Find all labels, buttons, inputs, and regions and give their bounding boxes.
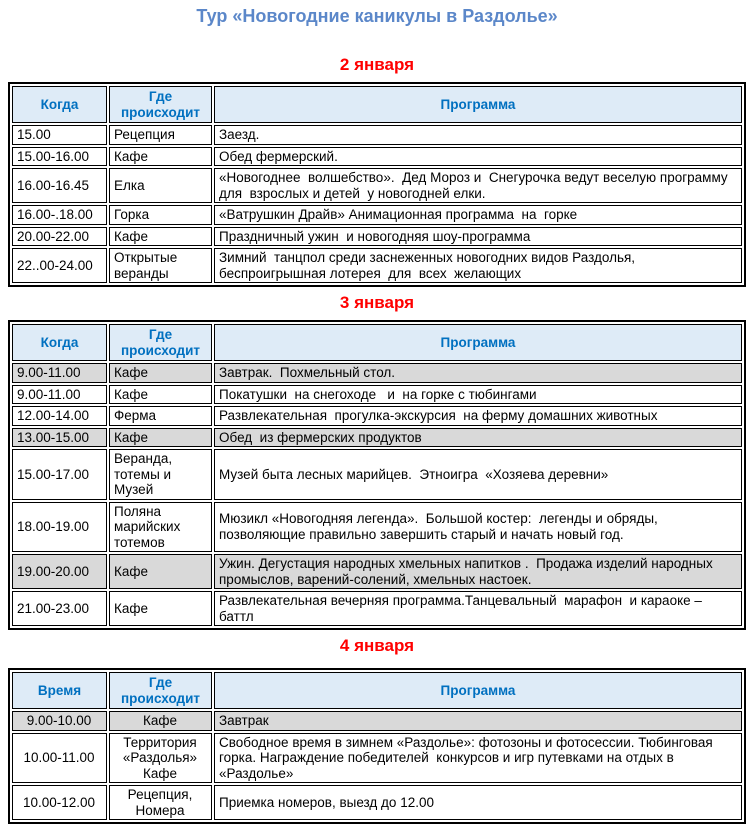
- table-row: [12, 502, 742, 553]
- cell-place: Кафе: [109, 591, 212, 626]
- cell-when: 13.00-15.00: [12, 428, 107, 448]
- section-heading-jan4: 4 января: [339, 636, 415, 655]
- cell-when: 10.00-12.00: [12, 785, 107, 820]
- section-heading-jan2: 2 января: [339, 55, 415, 74]
- column-header-when: Когда: [12, 86, 107, 123]
- cell-when: 21.00-23.00: [12, 591, 107, 626]
- table-row: [12, 733, 742, 784]
- cell-program: Праздничный ужин и новогодняя шоу-программа: [214, 227, 742, 247]
- cell-when: 9.00-11.00: [12, 385, 107, 405]
- cell-when: 10.00-11.00: [12, 733, 107, 784]
- cell-program: Зимний танцпол среди заснеженных новогодних видов Раздолья, беспроигрышная лотерея для всех желающих: [214, 248, 742, 283]
- cell-when: 18.00-19.00: [12, 502, 107, 553]
- cell-when: 15.00: [12, 125, 107, 145]
- cell-program: Завтрак: [214, 711, 742, 731]
- table-row: [12, 449, 742, 500]
- cell-place: Кафе: [109, 227, 212, 247]
- table-row: [12, 147, 742, 167]
- page-title: Тур «Новогодние каникулы в Раздолье»: [196, 6, 558, 26]
- cell-program: Обед фермерский.: [214, 147, 742, 167]
- table-row: [12, 785, 742, 820]
- table-row: [12, 428, 742, 448]
- cell-place: Кафе: [109, 711, 212, 731]
- cell-place: Рецепция, Номера: [109, 785, 212, 820]
- table-row: [12, 385, 742, 405]
- column-header-program: Программа: [214, 86, 742, 123]
- cell-program: Свободное время в зимнем «Раздолье»: фотозоны и фотосессии. Тюбинговая горка. Награждение победителей конкурсов и игр путевками на отдых в «Раздолье»: [214, 733, 742, 784]
- cell-place: Елка: [109, 168, 212, 203]
- cell-program: Обед из фермерских продуктов: [214, 428, 742, 448]
- cell-place: Открытые веранды: [109, 248, 212, 283]
- column-header-when: Когда: [12, 324, 107, 361]
- cell-when: 12.00-14.00: [12, 406, 107, 426]
- header-row: [12, 86, 742, 123]
- table-row: [12, 168, 742, 203]
- cell-program: Музей быта лесных марийцев. Этноигра «Хозяева деревни»: [214, 449, 742, 500]
- cell-place: Горка: [109, 205, 212, 225]
- section-heading-jan3: 3 января: [339, 293, 415, 312]
- cell-program: «Новогоднее волшебство». Дед Мороз и Снегурочка ведут веселую программу для взрослых и детей у новогодней елки.: [214, 168, 742, 203]
- column-header-where: Где происходит: [109, 86, 212, 123]
- cell-when: 22..00-24.00: [12, 248, 107, 283]
- column-header-time: Время: [12, 672, 107, 709]
- table-row: [12, 591, 742, 626]
- schedule-table-jan4: [8, 668, 746, 824]
- cell-place: Веранда, тотемы и Музей: [109, 449, 212, 500]
- cell-place: Ферма: [109, 406, 212, 426]
- column-header-where: Где происходит: [109, 672, 212, 709]
- cell-program: Заезд.: [214, 125, 742, 145]
- cell-program: «Ватрушкин Драйв» Анимационная программа на горке: [214, 205, 742, 225]
- cell-place: Кафе: [109, 363, 212, 383]
- cell-when: 19.00-20.00: [12, 554, 107, 589]
- table-row: [12, 406, 742, 426]
- cell-place: Кафе: [109, 554, 212, 589]
- table-row: [12, 554, 742, 589]
- cell-place: Поляна марийских тотемов: [109, 502, 212, 553]
- header-row: [12, 324, 742, 361]
- column-header-program: Программа: [214, 324, 742, 361]
- cell-when: 15.00-16.00: [12, 147, 107, 167]
- cell-place: Кафе: [109, 147, 212, 167]
- cell-program: Ужин. Дегустация народных хмельных напитков . Продажа изделий народных промыслов, варений-солений, хмельных настоек.: [214, 554, 742, 589]
- cell-when: 15.00-17.00: [12, 449, 107, 500]
- cell-when: 16.00-16.45: [12, 168, 107, 203]
- table-row: [12, 205, 742, 225]
- schedule-table-jan3: [8, 320, 746, 630]
- cell-place: Кафе: [109, 385, 212, 405]
- cell-place: Территория «Раздолья» Кафе: [109, 733, 212, 784]
- cell-program: Покатушки на снегоходе и на горке с тюбингами: [214, 385, 742, 405]
- cell-when: 16.00-.18.00: [12, 205, 107, 225]
- table-row: [12, 711, 742, 731]
- cell-when: 9.00-11.00: [12, 363, 107, 383]
- cell-program: Развлекательная вечерняя программа.Танцевальный марафон и караоке – баттл: [214, 591, 742, 626]
- table-row: [12, 363, 742, 383]
- cell-program: Приемка номеров, выезд до 12.00: [214, 785, 742, 820]
- cell-place: Кафе: [109, 428, 212, 448]
- table-row: [12, 125, 742, 145]
- column-header-where: Где происходит: [109, 324, 212, 361]
- schedule-table-jan2: [8, 82, 746, 287]
- header-row: [12, 672, 742, 709]
- cell-program: Мюзикл «Новогодняя легенда». Большой костер: легенды и обряды, позволяющие правильно завершить старый и начать новый год.: [214, 502, 742, 553]
- cell-place: Рецепция: [109, 125, 212, 145]
- cell-program: Развлекательная прогулка-экскурсия на ферму домашних животных: [214, 406, 742, 426]
- cell-program: Завтрак. Похмельный стол.: [214, 363, 742, 383]
- table-row: [12, 248, 742, 283]
- cell-when: 9.00-10.00: [12, 711, 107, 731]
- cell-when: 20.00-22.00: [12, 227, 107, 247]
- column-header-program: Программа: [214, 672, 742, 709]
- table-row: [12, 227, 742, 247]
